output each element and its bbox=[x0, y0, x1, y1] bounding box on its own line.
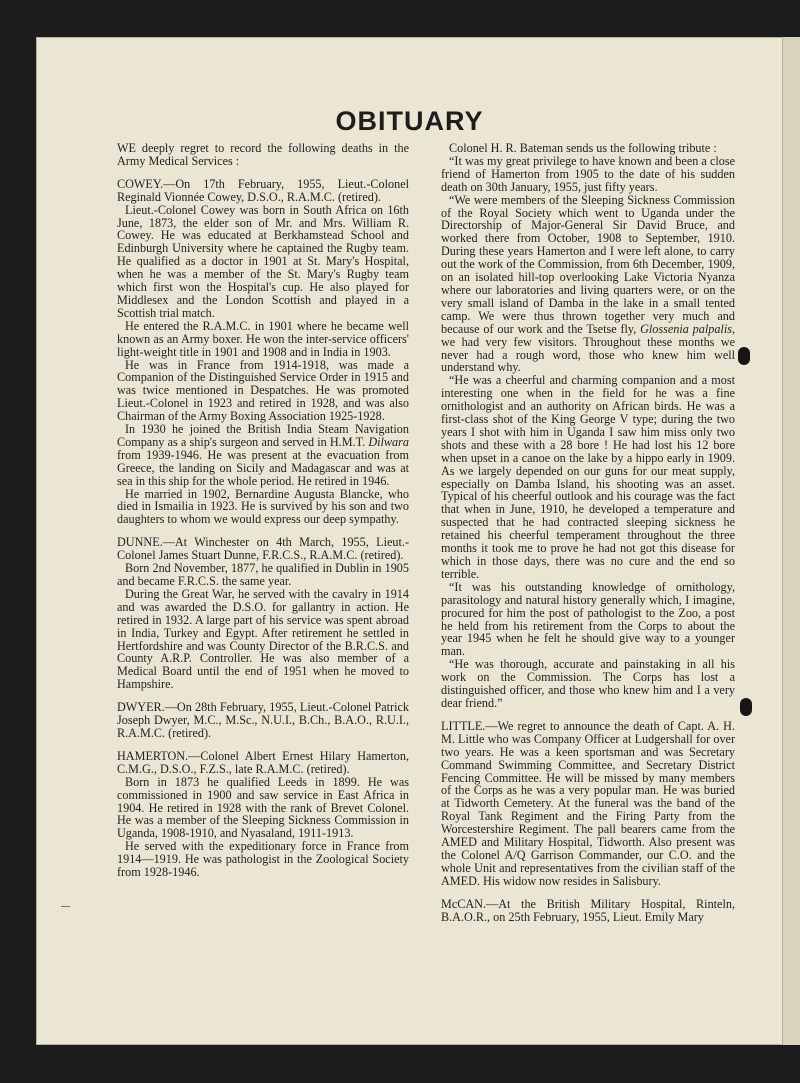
hamerton-war-service: He served with the expeditionary force in France from 1914—1919. He was pathologist in the Zoological Society from 1928-1946. bbox=[117, 839, 409, 880]
cowey-biography: Lieut.-Colonel Cowey was born in South Africa on 16th June, 1873, the elder son of Mr. and Mrs. William R. Cowey. He was educated at Berkhamstead School and Edinburgh University where he captained the Rugby team. He qualified as a doctor in 1901 at St. Mary's Hospital, when he was a member of the St. Mary's Rugby team which first won the Hospital's cup. He also played for Middlesex and the London Scottish and played in a Scottish trial match. bbox=[117, 202, 409, 320]
left-column bbox=[117, 142, 409, 879]
binding-hole-lower bbox=[740, 698, 752, 716]
binding-hole-upper bbox=[738, 347, 750, 365]
cowey-war-service: He was in France from 1914-1918, was made a Companion of the Distinguished Service Order in 1915 and was twice mentioned in Despatches. He was promoted Lieut.-Colonel in 1923 and retired in 1928, and was also Chairman of the Army Boxing Association 1925-1928. bbox=[117, 357, 409, 424]
margin-mark bbox=[61, 906, 70, 907]
mccan-paragraph: McCAN.—At the British Military Hospital, Rinteln, B.A.O.R., on 25th February, 1955, Lieut. Emily Mary bbox=[441, 896, 735, 924]
page-title: OBITUARY bbox=[335, 106, 484, 136]
cowey-naval-service: In 1930 he joined the British India Steam Navigation Company as a ship's surgeon and served in H.M.T. Dilwara from 1939-1946. He was present at the evacuation from Greece, the landing on Sicily and Madagascar and was at sea in this ship for the whole period. He retired in 1946. bbox=[117, 422, 409, 488]
bateman-tribute-1: “It was my great privilege to have known and been a close friend of Hamerton from 1905 to the date of his sudden death on 30th January, 1955, just fifty years. bbox=[441, 153, 735, 194]
cowey-heading: COWEY.—On 17th February, 1955, Lieut.-Colonel Reginald Vionnée Cowey, D.S.O., R.A.M.C. (retired). bbox=[117, 176, 409, 204]
dunne-service: During the Great War, he served with the cavalry in 1914 and was awarded the D.S.O. for gallantry in action. He retired in 1932. A large part of his service was spent abroad in India, Turkey and Egypt. After retirement he settled in Hertfordshire and was County Director of the B.R.C.S. and County A.R.P. Controller. He was also member of a Medical Board until the end of 1951 when he moved to Hampshire. bbox=[117, 586, 409, 692]
adjacent-page-edge bbox=[783, 37, 800, 1045]
cowey-family: He married in 1902, Bernardine Augusta Blancke, who died in Ismailia in 1923. He is survived by his son and two daughters to whom we would express our deep sympathy. bbox=[117, 486, 409, 527]
bateman-tribute-2: “We were members of the Sleeping Sickness Commission of the Royal Society which went to Uganda under the Directorship of Major-General Sir David Bruce, and worked there from October, 1908 to September, 1910. During these years Hamerton and I were left alone, to carry out the work of the Commission, from 6th December, 1909, on an isolated hill-top overlooking Lake Victoria Nyanza where our laboratories and living quarters were, or on the very small island of Damba in the lake in a small tented camp. We were thus thrown together very much and because of our work and the Tsetse fly, Glossenia palpalis, we had very few visitors. Throughout these months we never had a rough word, those who knew him well understand why. bbox=[441, 192, 735, 375]
dunne-qualification: Born 2nd November, 1877, he qualified in Dublin in 1905 and became F.R.C.S. the same year. bbox=[117, 561, 409, 588]
bateman-tribute-3: “He was a cheerful and charming companion and a most interesting one when in the field for he was a fine ornithologist and an authority on African birds. He was a first-class shot of the King George V type; during the two years I shot with him in Uganda I saw him miss only two shots and these with a 28 bore ! He had lost his 12 bore when upset in a canoe on the lake by a hippo early in 1909. As we largely depended on our guns for our meat supply, especially on Damba Island, his shooting was an asset. Typical of his cheerful outlook and his courage was the fact that when in June, 1910, he developed a temperature and suspected that he had contracted sleeping sickness he retained his cheerful temperament throughout the three months it took me to prove he had not got this disease for which in those days, there was no cure and the end so terrible. bbox=[441, 373, 735, 581]
cowey-boxing: He entered the R.A.M.C. in 1901 where he became well known as an Army boxer. He won the inter-service officers' light-weight title in 1901 and 1908 and in India in 1903. bbox=[117, 318, 409, 359]
page-number: 80 bbox=[403, 1062, 416, 1077]
hamerton-career: Born in 1873 he qualified Leeds in 1899. He was commissioned in 1900 and saw service in East Africa in 1904. He retired in 1928 with the rank of Brevet Colonel. He was a member of the Sleeping Sickness Commission in Uganda, 1908-1910, and Nyasaland, 1911-1913. bbox=[117, 774, 409, 841]
document-page bbox=[36, 37, 783, 1077]
little-paragraph: LITTLE.—We regret to announce the death of Capt. A. H. M. Little who was Company Officer at Ludgershall for over two years. He was a keen sportsman and was Secretary Command Swimming Committee, and Secretary District Fencing Committee. He will be missed by many members of the Corps as he was a very popular man. He was buried at Tidworth Cemetery. At the funeral was the band of the Royal Tank Regiment and the Firing Party from the Worcestershire Regiment. The pall bearers came from the AMED and Military Hospital, Tidworth. Also present was the Colonel A/Q Garrison Commander, our C.O. and the whole Unit and representatives from the civilian staff of the AMED. His widow now resides in Salisbury. bbox=[441, 718, 735, 888]
ship-name: Dilwara bbox=[368, 434, 409, 449]
intro-paragraph: WE deeply regret to record the following deaths in the Army Medical Services : bbox=[117, 141, 409, 168]
bateman-intro: Colonel H. R. Bateman sends us the following tribute : bbox=[449, 141, 717, 155]
species-name: Glossenia palpalis bbox=[640, 321, 732, 336]
right-column bbox=[441, 142, 735, 923]
hamerton-heading: HAMERTON.—Colonel Albert Ernest Hilary Hamerton, C.M.G., D.S.O., F.Z.S., late R.A.M.C. (retired). bbox=[117, 748, 409, 776]
bateman-tribute-4: “It was his outstanding knowledge of ornithology, parasitology and natural history generally which, I imagine, procured for him the post of pathologist to the Zoo, a post he held from his retirement from the Corps to about the year 1945 when he felt he should give way to a younger man. bbox=[441, 579, 735, 659]
bateman-tribute-5: “He was thorough, accurate and painstaking in all his work on the Commission. The Corps has lost a distinguished officer, and those who knew him and I a very dear friend.” bbox=[441, 657, 735, 710]
dunne-heading: DUNNE.—At Winchester on 4th March, 1955, Lieut.-Colonel James Stuart Dunne, F.R.C.S., R.A.M.C. (retired). bbox=[117, 535, 409, 563]
dwyer-heading: DWYER.—On 28th February, 1955, Lieut.-Colonel Patrick Joseph Dwyer, M.C., M.Sc., N.U.I., B.Ch., B.A.O., R.U.I., R.A.M.C. (retired). bbox=[117, 700, 409, 740]
